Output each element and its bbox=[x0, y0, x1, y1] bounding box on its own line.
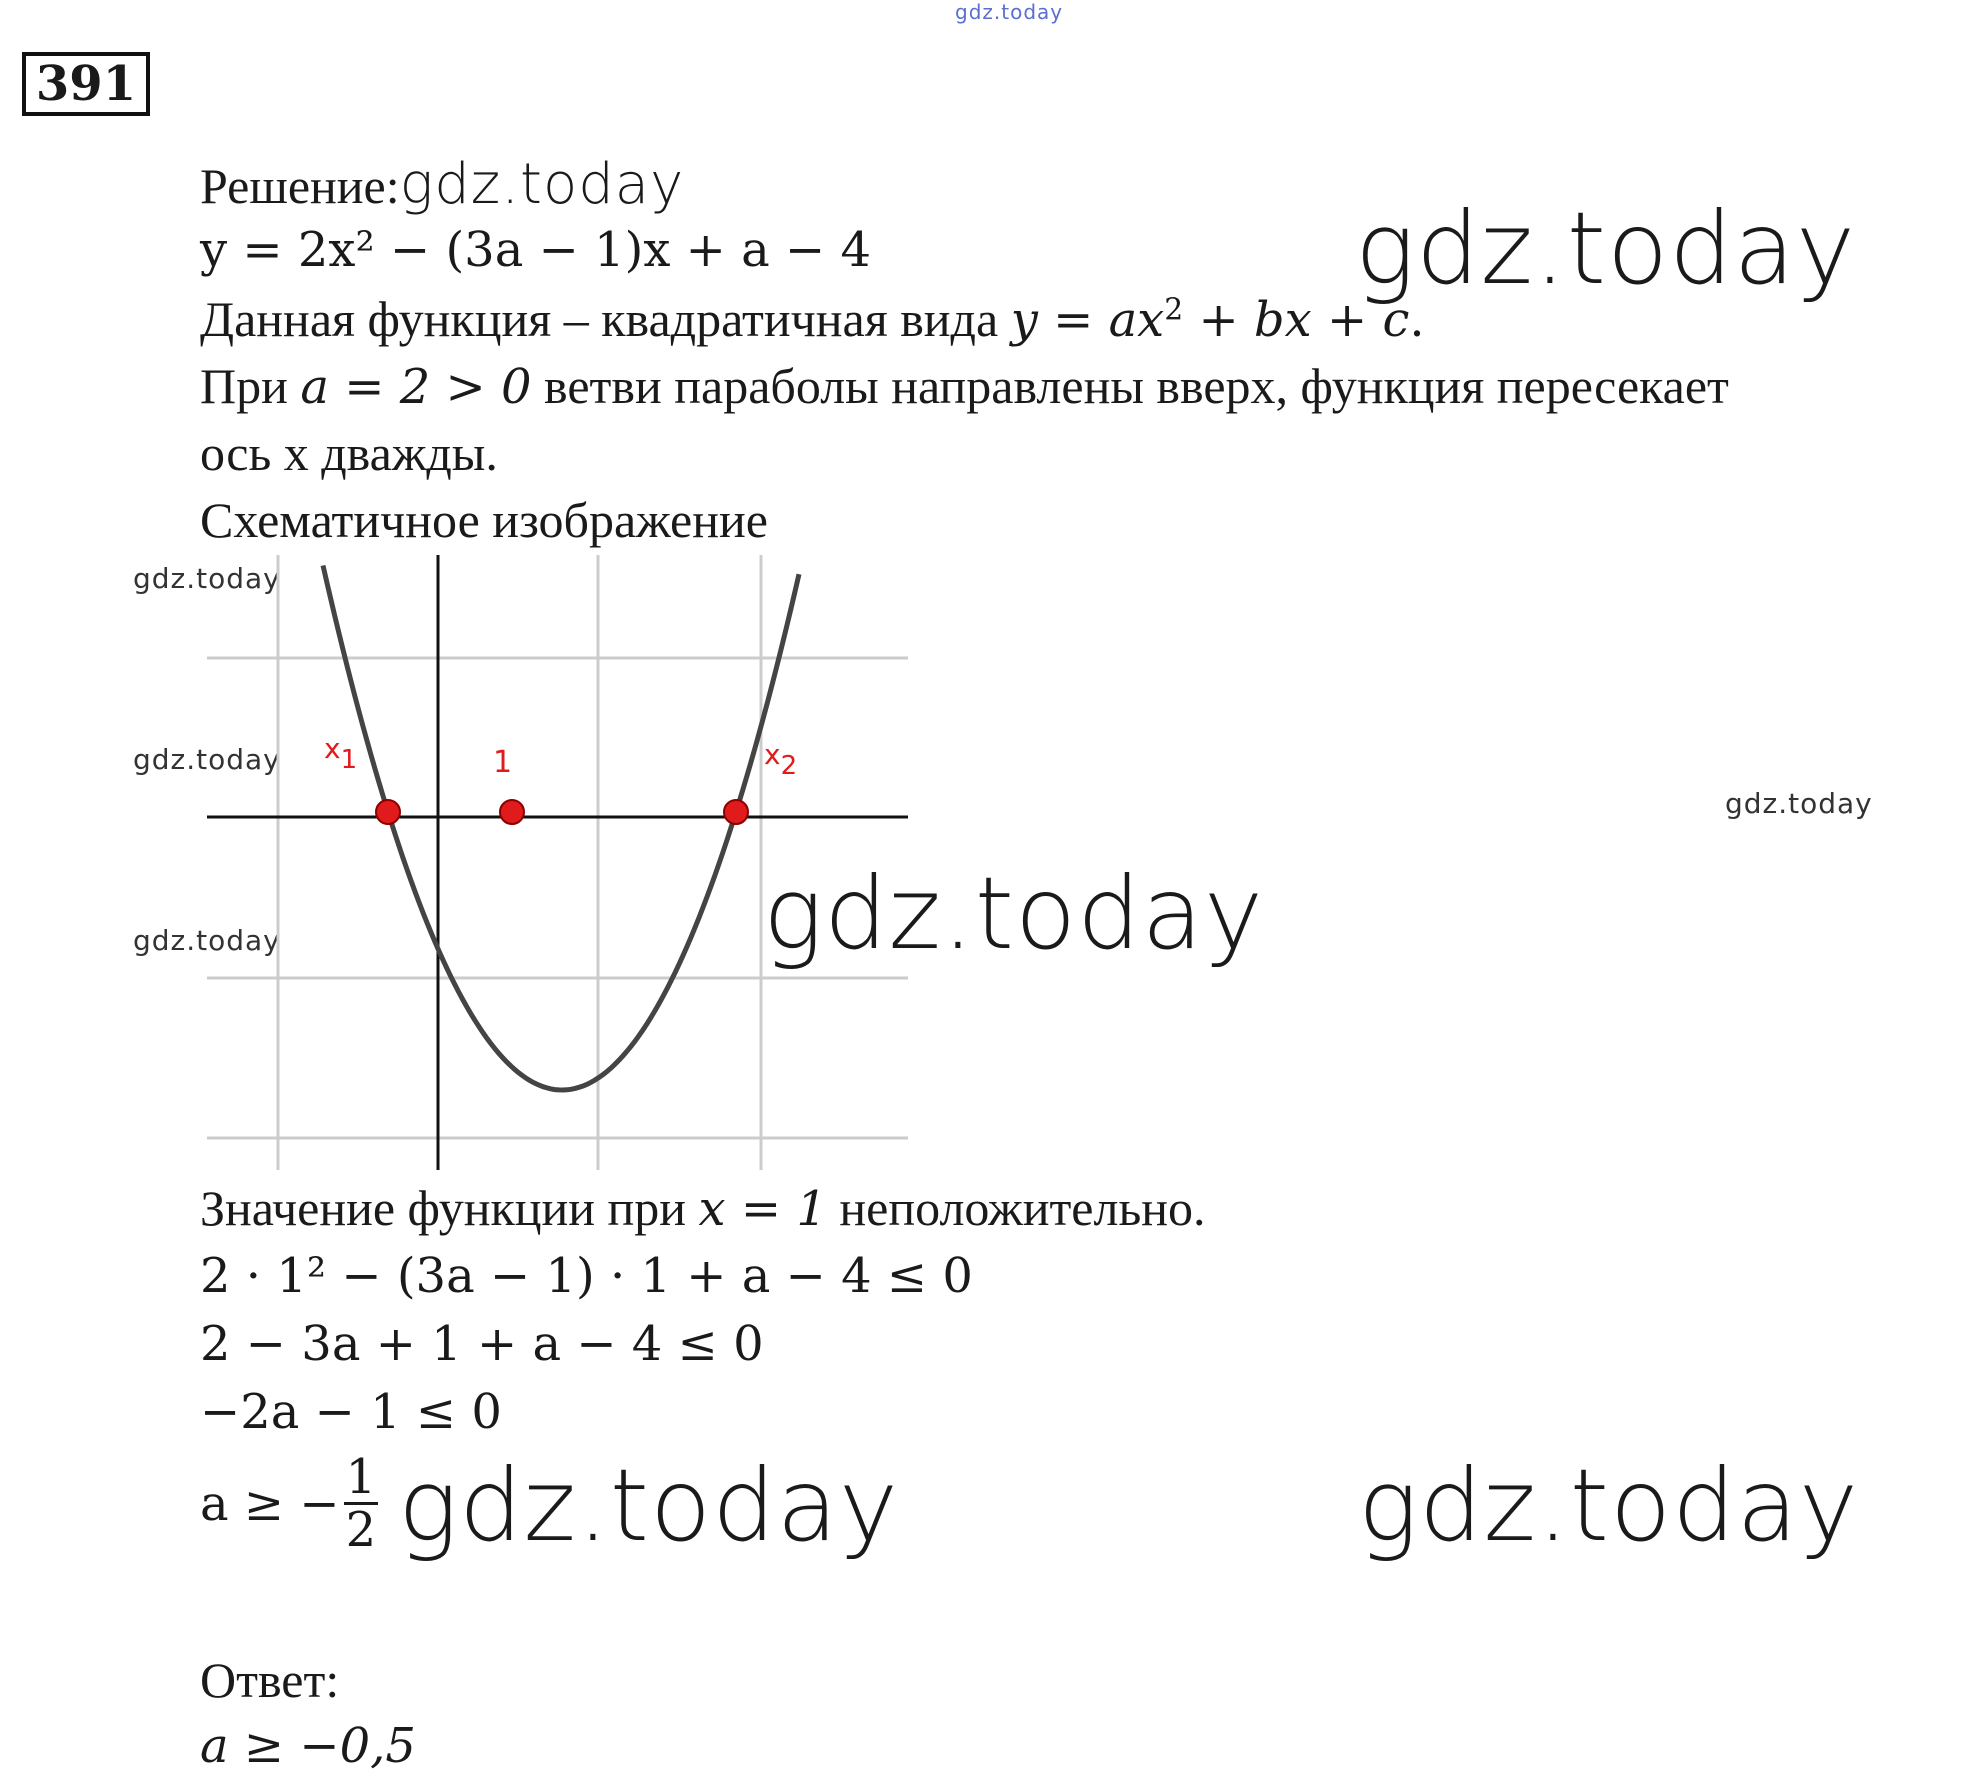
watermark-big-top-right: gdz.today bbox=[1355, 190, 1857, 307]
value-at-one-prefix: Значение функции при bbox=[200, 1180, 687, 1236]
value-at-one-condition: x = 1 bbox=[698, 1181, 827, 1237]
function-equation: y = 2x² − (3a − 1)x + a − 4 bbox=[200, 222, 872, 278]
general-form-formula: $y = ax^2$ + bx + c. bbox=[1010, 292, 1425, 348]
watermark-big-bottom-left: gdz.today bbox=[398, 1447, 900, 1564]
point-x-one bbox=[500, 800, 524, 824]
step-2-inequality: 2 − 3a + 1 + a − 4 ≤ 0 bbox=[200, 1316, 764, 1372]
watermark-big-bottom-right: gdz.today bbox=[1358, 1447, 1860, 1564]
label-x1: x1 bbox=[324, 732, 358, 775]
branches-condition: a = 2 > 0 bbox=[300, 359, 532, 415]
label-one: 1 bbox=[493, 745, 513, 780]
step-4-inequality bbox=[200, 1449, 382, 1559]
text-line-value-at-one bbox=[200, 1180, 1206, 1237]
label-x2: x2 bbox=[764, 738, 798, 781]
watermark-big-center: gdz.today bbox=[763, 855, 1265, 972]
answer-label: Ответ: bbox=[200, 1652, 340, 1708]
step-3-inequality: −2a − 1 ≤ 0 bbox=[200, 1384, 502, 1440]
value-at-one-suffix: неположительно. bbox=[839, 1180, 1206, 1236]
fraction-numerator: 1 bbox=[345, 1449, 377, 1505]
watermark-graph-side-1: gdz.today bbox=[133, 562, 281, 595]
branches-prefix: При bbox=[200, 358, 288, 414]
watermark-right-small: gdz.today bbox=[1725, 787, 1873, 820]
problem-number: 391 bbox=[22, 52, 150, 116]
watermark-heading: gdz.today bbox=[399, 152, 685, 217]
heading-label: Решение: bbox=[200, 158, 400, 214]
fraction-denominator: 2 bbox=[345, 1502, 377, 1559]
text-line-axis: ось х дважды. bbox=[200, 425, 498, 481]
watermark-graph-side-3: gdz.today bbox=[133, 924, 281, 957]
text-line-schematic: Схематичное изображение bbox=[200, 492, 768, 548]
watermark-graph-side-2: gdz.today bbox=[133, 743, 281, 776]
branches-suffix: ветви параболы направлены вверх, функция пересекает bbox=[544, 358, 1729, 414]
fraction-one-half bbox=[344, 1449, 379, 1559]
answer-value: a ≥ −0,5 bbox=[200, 1718, 416, 1774]
step-4-prefix: a ≥ − bbox=[200, 1475, 340, 1532]
step-1-inequality: 2 · 1² − (3a − 1) · 1 + a − 4 ≤ 0 bbox=[200, 1248, 973, 1304]
watermark-top: gdz.today bbox=[955, 0, 1064, 24]
root-x1-point bbox=[376, 800, 400, 824]
root-x2-point bbox=[724, 800, 748, 824]
quadratic-prefix: Данная функция – квадратичная вида bbox=[200, 291, 999, 347]
parabola-curve bbox=[323, 566, 799, 1091]
